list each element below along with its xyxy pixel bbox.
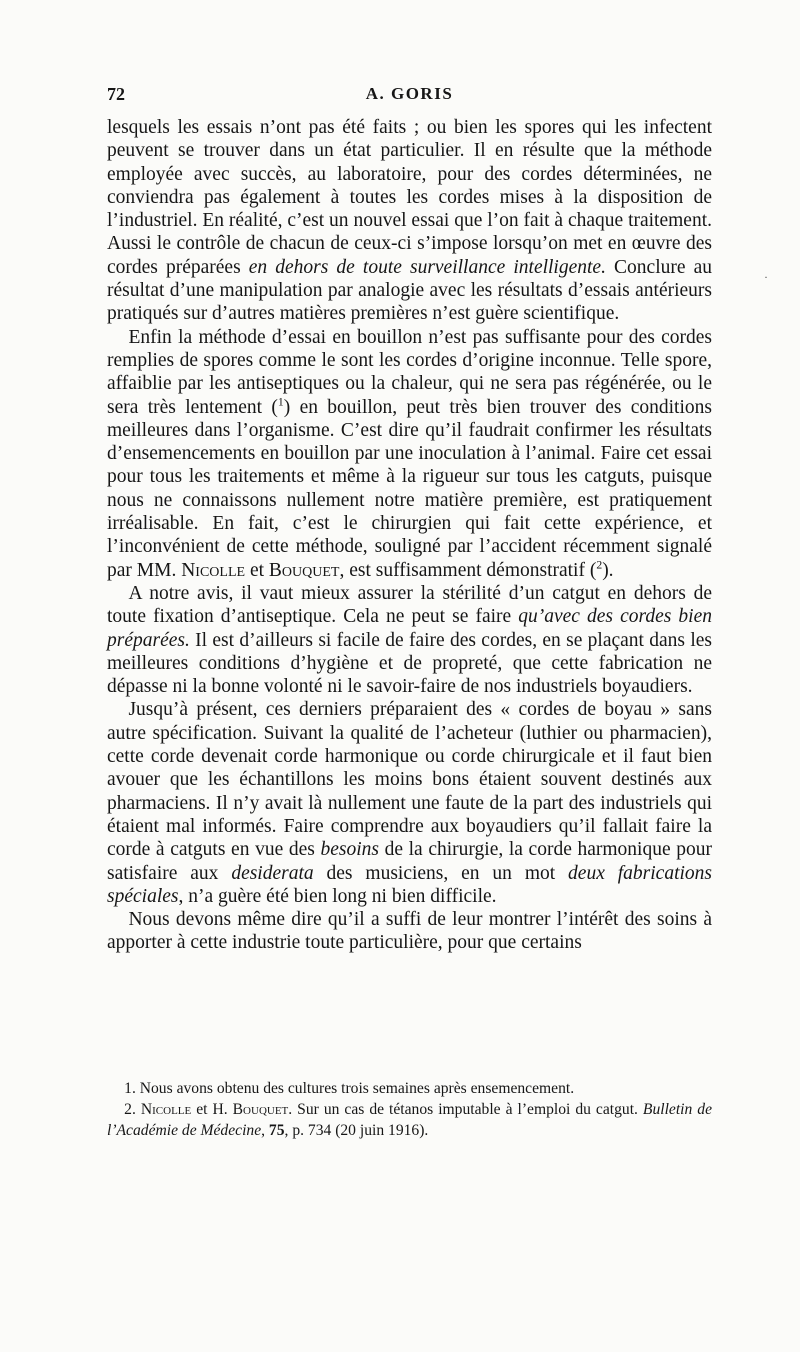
- footnotes: [107, 1078, 712, 1141]
- text-segment: deux fabrications spéciales: [107, 862, 712, 907]
- text-segment: , est suffisamment démonstratif (: [339, 559, 597, 581]
- text-segment: Conclure au résultat d’une manipulation par analogie avec les résultats d’essais antérieurs pratiqués sur d’autres matières premières n’est guère scientifique.: [107, 256, 713, 325]
- text-segment: Nicolle: [181, 559, 246, 581]
- text-segment: ,: [261, 1122, 269, 1139]
- text-segment: Enfin la méthode d’essai en bouillon n’est pas suffisante pour des cordes remplies de spores comme le sont les cordes d’origine inconnue. Telle spore, affaiblie par les antiseptiques ou la chaleur, qui ne sera pas régénérée, ou le sera très lentement (: [107, 326, 712, 418]
- running-head: A. GORIS: [365, 84, 454, 103]
- paragraph: [107, 116, 712, 326]
- text-segment: de la chirurgie, la corde harmonique pour satisfaire aux: [107, 839, 712, 884]
- text-segment: et: [245, 559, 269, 581]
- paragraph: [107, 698, 712, 908]
- text-segment: Bouquet: [232, 1101, 289, 1118]
- text-segment: . Sur un cas de tétanos imputable à l’emploi du catgut.: [288, 1101, 643, 1118]
- text-segment: 2: [596, 558, 603, 572]
- text-segment: Bouquet: [268, 559, 340, 581]
- text-segment: 1: [277, 395, 284, 409]
- text-segment: en dehors de toute surveillance intelligente.: [248, 256, 606, 278]
- paragraph: [107, 908, 712, 955]
- text-segment: 75: [268, 1122, 285, 1139]
- text-segment: A notre avis, il vaut mieux assurer la stérilité d’un catgut en dehors de toute fixation d’antiseptique. Cela ne peut se faire: [107, 582, 712, 628]
- text-segment: 1. Nous avons obtenu des cultures trois semaines après ensemencement.: [124, 1080, 575, 1097]
- text-segment: Nicolle: [140, 1101, 192, 1118]
- text-segment: , n’a guère été bien long ni bien difficile.: [178, 885, 497, 907]
- paragraph: [107, 582, 712, 698]
- text-segment: Jusqu’à présent, ces derniers préparaient des « cordes de boyau » sans autre spécification. Suivant la qualité de l’acheteur (luthier ou pharmacien), cette corde devenait corde harmonique ou corde chirurgicale et il faut bien avouer que les échantillons les moins bons étaient souvent destinés aux pharmaciens. Il n’y avait là nullement une faute de la part des industriels qui étaient mal informés. Faire comprendre aux boyaudiers qu’il fallait faire la corde à catguts en vue des: [107, 699, 712, 861]
- text-segment: 2.: [124, 1101, 141, 1118]
- text-segment: besoins: [320, 839, 379, 861]
- margin-mark: ·: [764, 270, 768, 284]
- text-segment: et H.: [191, 1101, 233, 1118]
- text-segment: Bulletin de l’Académie de Médecine: [107, 1101, 713, 1139]
- body-text: [107, 116, 712, 955]
- text-segment: Il est d’ailleurs si facile de faire des cordes, en se plaçant dans les meilleures conditions d’hygiène et de propreté, que cette fabrication ne dépasse ni la bonne volonté ni le savoir-faire de nos industriels boyaudiers.: [107, 629, 712, 698]
- footnote: [107, 1078, 712, 1099]
- page-header: [107, 84, 712, 108]
- text-segment: des musiciens, en un mot: [313, 862, 569, 884]
- text-segment: qu’avec des cordes bien préparées.: [107, 606, 713, 651]
- text-segment: ) en bouillon, peut très bien trouver des conditions meilleures dans l’organisme. C’est dire qu’il faudrait confirmer les résultats d’ensemencements en bouillon par une inoculation à l’animal. Faire cet essai pour tous les traitements et même à la rigueur sur tous les catguts, puisque nous ne connaissons nullement notre matière première, est pratiquement irréalisable. En fait, c’est le chirurgien qui fait cette expérience, et l’inconvénient de cette méthode, souligné par l’accident récemment signalé par MM.: [107, 396, 712, 581]
- page-number: 72: [107, 84, 125, 104]
- paragraph: [107, 326, 712, 582]
- footnote: [107, 1099, 712, 1141]
- text-segment: , p. 734 (20 juin 1916).: [284, 1122, 429, 1139]
- text-segment: desiderata: [231, 862, 314, 884]
- text-segment: lesquels les essais n’ont pas été faits ; ou bien les spores qui les infectent peuvent se trouver dans un état particulier. Il en résulte que la méthode employée avec succès, au laboratoire, pour des cordes déterminées, ne conviendra pas également à toutes les cordes mises à la disposition de l’industriel. En réalité, c’est un nouvel essai que l’on fait à chaque traitement. Aussi le contrôle de chacun de ceux-ci s’impose lorsqu’on met en œuvre des cordes préparées: [107, 117, 712, 278]
- text-segment: ).: [602, 559, 614, 581]
- text-segment: Nous devons même dire qu’il a suffi de leur montrer l’intérêt des soins à apporter à cette industrie toute particulière, pour que certains: [107, 909, 712, 954]
